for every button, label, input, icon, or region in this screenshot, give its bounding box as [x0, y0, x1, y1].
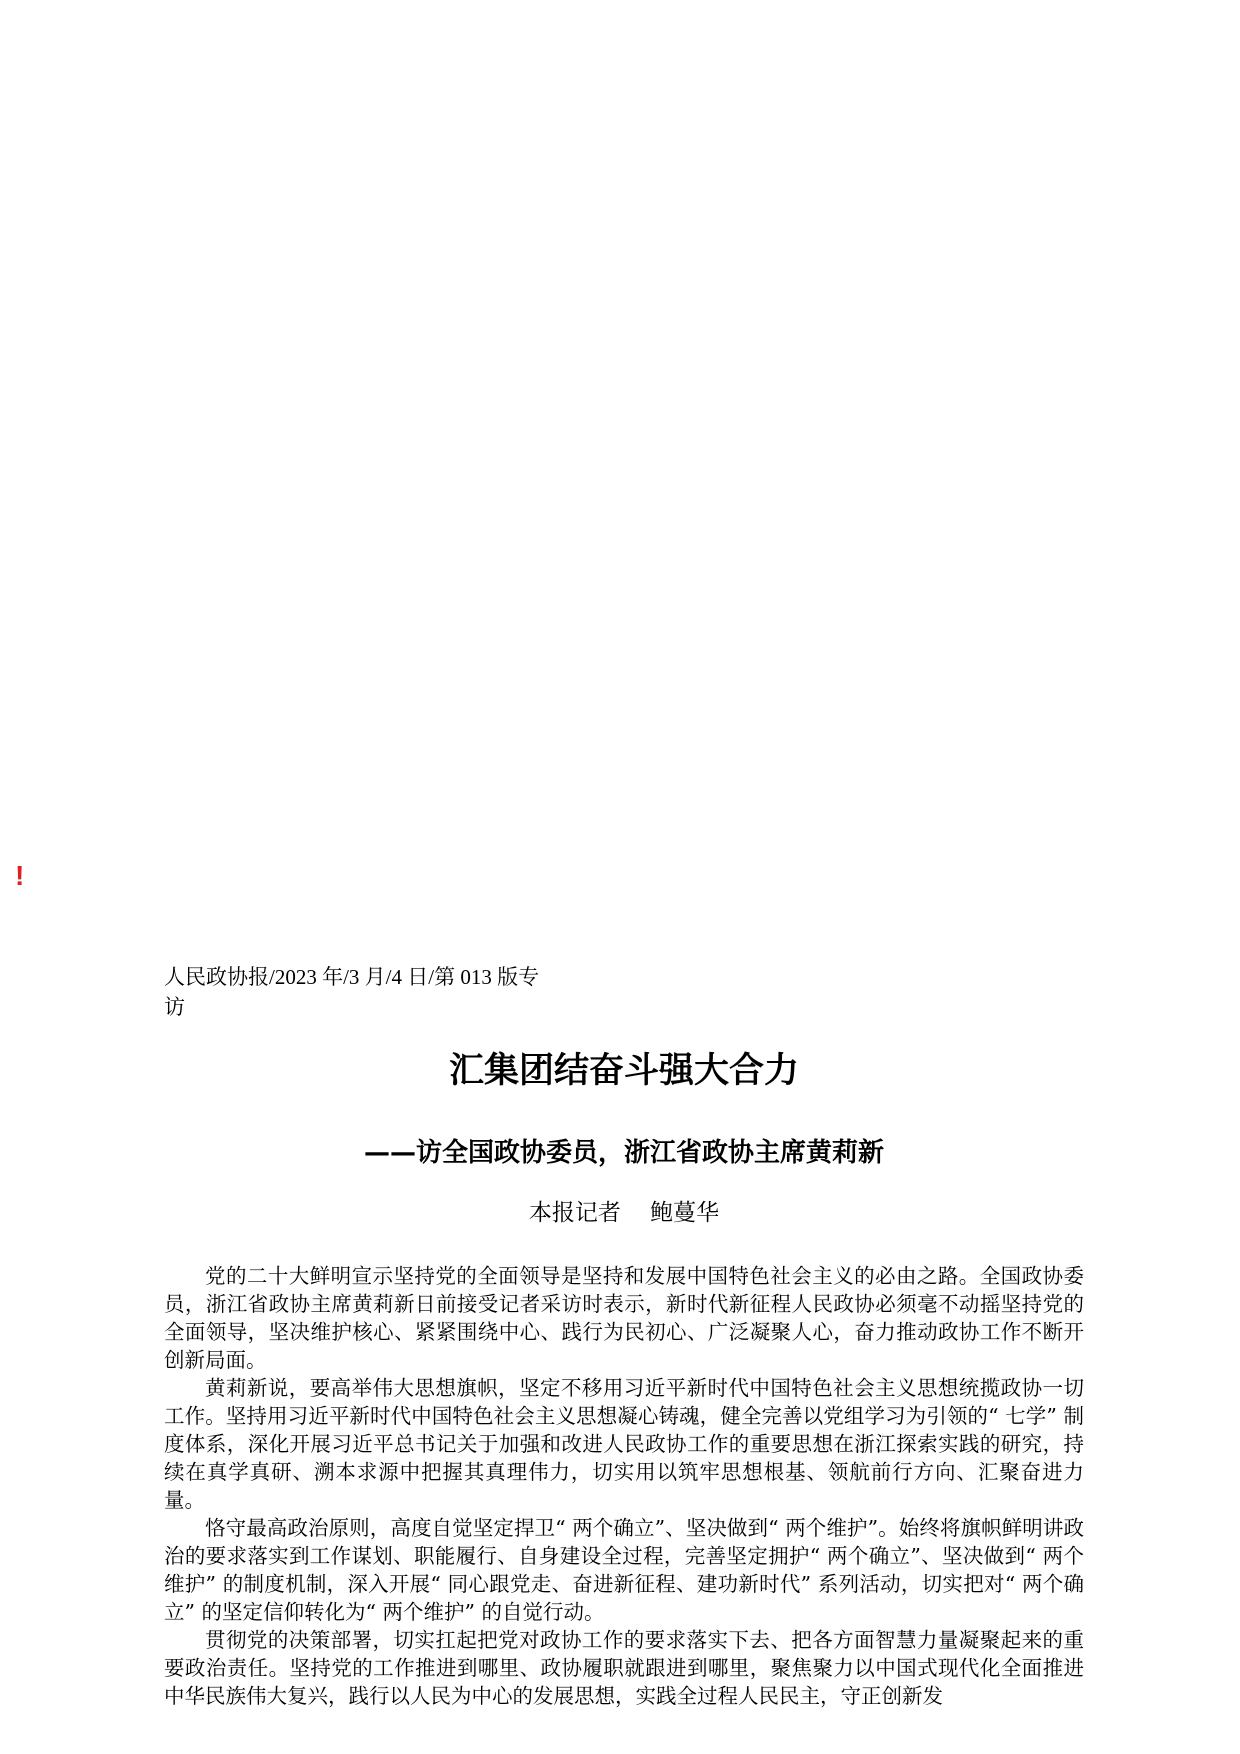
article-title: 汇集团结奋斗强大合力 — [448, 1051, 799, 1091]
article-body — [164, 1262, 1084, 1710]
source-line: 人民政协报/2023 年/3 月/4 日/第 013 版专访 — [164, 965, 540, 1019]
paragraph: 黄莉新说，要高举伟大思想旗帜，坚定不移用习近平新时代中国特色社会主义思想统揽政协一切工作。坚持用习近平新时代中国特色社会主义思想凝心铸魂，健全完善以党组学习为引领的“ 七学” 制度体系，深化开展习近平总书记关于加强和改进人民政协工作的重要思想在浙江探索实践的研究，持续在真学真研、溯本求源中把握其真理伟力，切实用以筑牢思想根基、领航前行方向、汇聚奋进力量。 — [164, 1376, 1084, 1512]
paragraph: 贯彻党的决策部署，切实扛起把党对政协工作的要求落实下去、把各方面智慧力量凝聚起来的重要政治责任。坚持党的工作推进到哪里、政协履职就跟进到哪里，聚焦聚力以中国式现代化全面推进中华民族伟大复兴，践行以人民为中心的发展思想，实践全过程人民民主，守正创新发 — [164, 1628, 1084, 1708]
byline: 本报记者 鲍蔓华 — [528, 1200, 720, 1226]
article-subtitle: ——访全国政协委员，浙江省政协主席黄莉新 — [363, 1138, 884, 1168]
red-exclamation-mark: ! — [15, 860, 25, 891]
paragraph: 党的二十大鲜明宣示坚持党的全面领导是坚持和发展中国特色社会主义的必由之路。全国政协委员，浙江省政协主席黄莉新日前接受记者采访时表示，新时代新征程人民政协必须毫不动摇坚持党的全面领导，坚决维护核心、紧紧围绕中心、践行为民初心、广泛凝聚人心，奋力推动政协工作不断开创新局面。 — [164, 1264, 1084, 1372]
paragraph: 恪守最高政治原则，高度自觉坚定捍卫“ 两个确立”、坚决做到“ 两个维护”。始终将旗帜鲜明讲政治的要求落实到工作谋划、职能履行、自身建设全过程，完善坚定拥护“ 两个确立”、坚决做到“ 两个维护” 的制度机制，深入开展“ 同心跟党走、奋进新征程、建功新时代” 系列活动，切实把对“ 两个确立” 的坚定信仰转化为“ 两个维护” 的自觉行动。 — [164, 1516, 1084, 1624]
